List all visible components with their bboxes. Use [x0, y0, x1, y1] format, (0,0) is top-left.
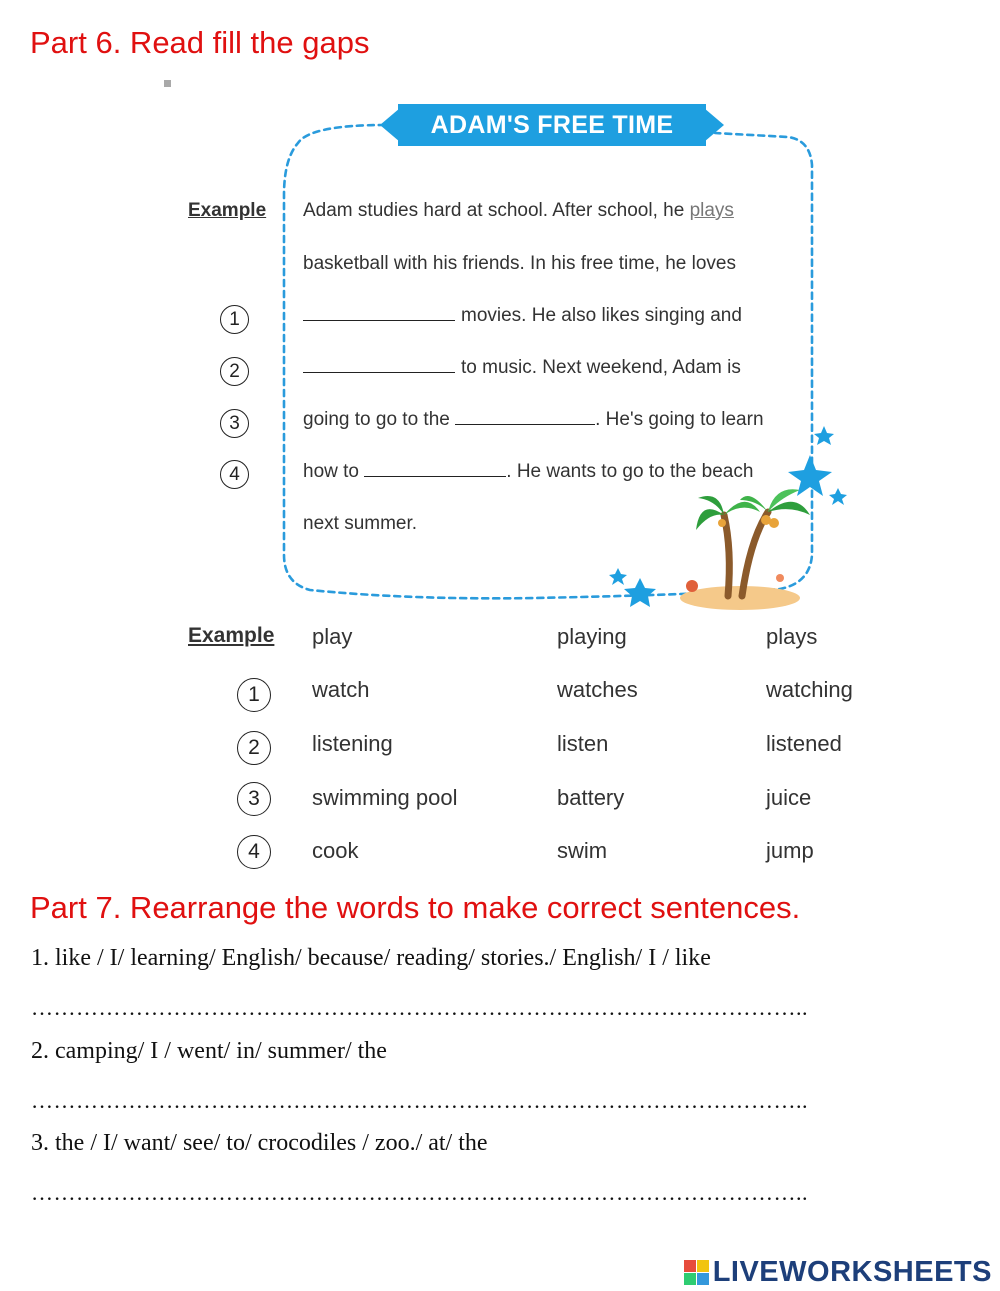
- passage-line-1-text: Adam studies hard at school. After school, he: [303, 200, 690, 221]
- option-3-a[interactable]: swimming pool: [312, 785, 458, 810]
- option-example-c[interactable]: plays: [766, 624, 818, 649]
- gap-3-blank[interactable]: [455, 410, 595, 425]
- option-1-a[interactable]: watch: [312, 677, 370, 702]
- option-example-a[interactable]: play: [312, 624, 353, 649]
- options-number-2: 2: [237, 731, 271, 765]
- options-number-3: 3: [237, 782, 271, 816]
- banner-left-tail: [380, 108, 400, 142]
- option-3-c[interactable]: juice: [766, 785, 812, 810]
- option-4-a[interactable]: cook: [312, 838, 359, 863]
- passage-line-6-after: . He wants to go to the beach: [506, 461, 754, 482]
- passage-number-2: 2: [220, 357, 249, 386]
- option-4-c[interactable]: jump: [766, 838, 814, 863]
- options-number-4: 4: [237, 835, 271, 869]
- options-number-1: 1: [237, 678, 271, 712]
- answer-line-2[interactable]: …………………………………………………………………………………………..: [31, 1088, 808, 1113]
- question-3: 3. the / I/ want/ see/ to/ crocodiles / zoo./ at/ the: [31, 1130, 488, 1156]
- decorative-dot: [164, 80, 171, 87]
- gap-1-blank[interactable]: [303, 306, 455, 321]
- gap-2-blank[interactable]: [303, 358, 455, 373]
- question-1: 1. like / I/ learning/ English/ because/ reading/ stories./ English/ I / like: [31, 945, 711, 971]
- part-7-title: Part 7. Rearrange the words to make correct sentences.: [30, 890, 801, 925]
- brand-logo-square: [684, 1260, 696, 1272]
- option-2-b[interactable]: listen: [557, 731, 609, 756]
- liveworksheets-brand: [684, 1256, 992, 1289]
- option-example-b[interactable]: playing: [557, 624, 627, 649]
- passage-line-4: [303, 357, 741, 379]
- part-6-title: Part 6. Read fill the gaps: [30, 25, 370, 60]
- brand-logo-icon: [684, 1260, 709, 1285]
- passage-line-2: basketball with his friends. In his free time, he loves: [303, 253, 736, 274]
- passage-number-1: 1: [220, 305, 249, 334]
- brand-name: LIVEWORKSHEETS: [712, 1256, 992, 1288]
- beach-palm-illustration: [600, 420, 850, 615]
- answer-line-1[interactable]: …………………………………………………………………………………………..: [31, 995, 808, 1020]
- banner-right-tail: [704, 108, 724, 142]
- gap-4-blank[interactable]: [364, 462, 506, 477]
- passage-line-4-text: to music. Next weekend, Adam is: [461, 357, 741, 378]
- brand-logo-square: [697, 1273, 709, 1285]
- question-2: 2. camping/ I / went/ in/ summer/ the: [31, 1038, 387, 1064]
- options-example-label: Example: [188, 624, 275, 647]
- brand-logo-square: [684, 1273, 696, 1285]
- option-1-b[interactable]: watches: [557, 677, 638, 702]
- brand-logo-square: [697, 1260, 709, 1272]
- option-1-c[interactable]: watching: [766, 677, 853, 702]
- passage-line-6-before: how to: [303, 461, 365, 482]
- example-answer: plays: [689, 200, 734, 221]
- passage-banner: ADAM'S FREE TIME: [398, 104, 706, 146]
- passage-example-label: Example: [188, 200, 267, 221]
- passage-number-3: 3: [220, 409, 249, 438]
- option-3-b[interactable]: battery: [557, 785, 625, 810]
- answer-line-3[interactable]: …………………………………………………………………………………………..: [31, 1180, 808, 1205]
- passage-line-7: next summer.: [303, 513, 418, 534]
- passage-line-3: [303, 305, 742, 327]
- passage-number-4: 4: [220, 460, 249, 489]
- option-4-b[interactable]: swim: [557, 838, 608, 863]
- passage-line-1: [303, 200, 734, 222]
- option-2-a[interactable]: listening: [312, 731, 393, 756]
- passage-line-3-text: movies. He also likes singing and: [461, 305, 742, 326]
- option-2-c[interactable]: listened: [766, 731, 842, 756]
- passage-line-5-after: . He's going to learn: [595, 409, 764, 430]
- passage-line-5-before: going to go to the: [303, 409, 456, 430]
